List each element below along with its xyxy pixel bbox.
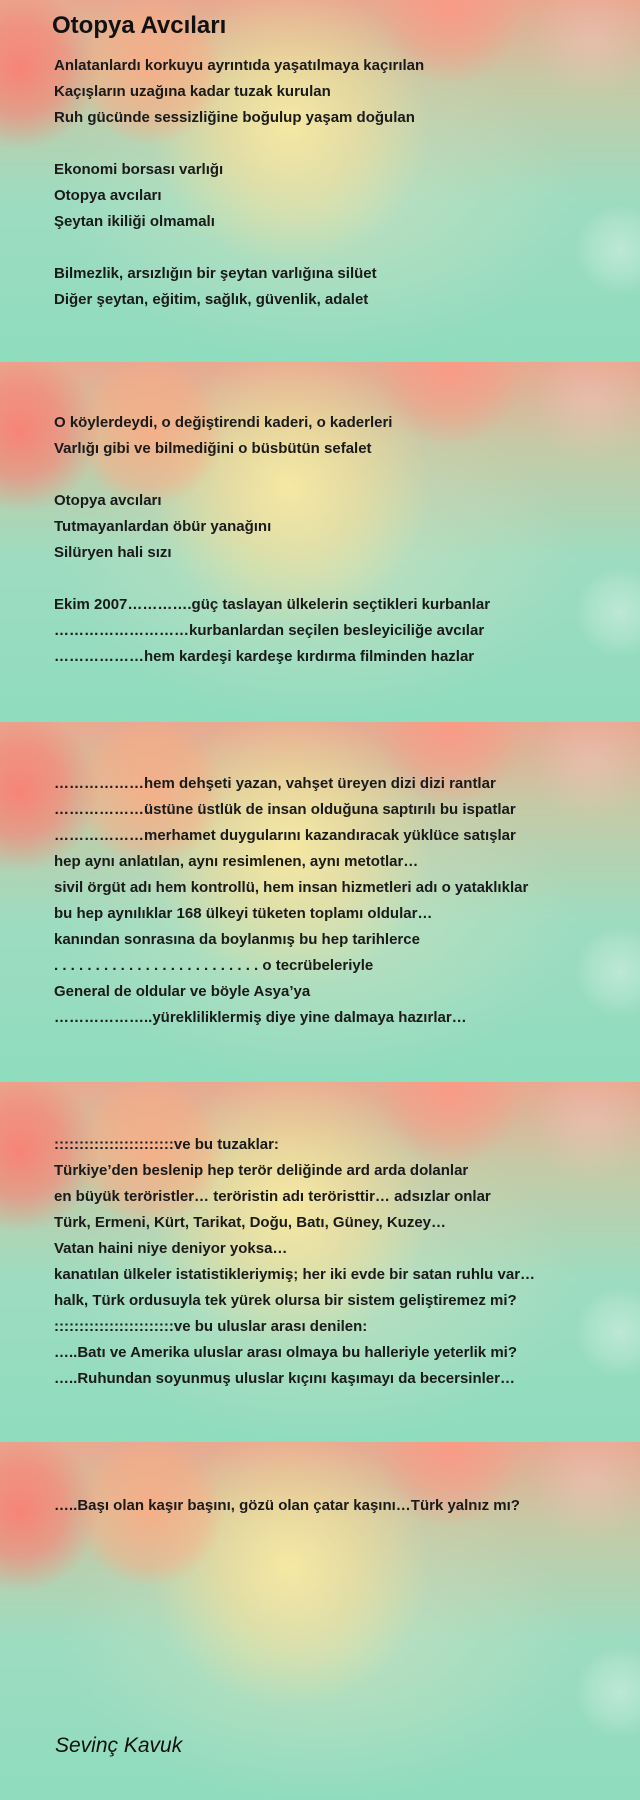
poem-line: ::::::::::::::::::::::::ve bu tuzaklar: bbox=[54, 1136, 279, 1153]
stanza-block-1 bbox=[54, 53, 424, 313]
poem-line-blank bbox=[54, 462, 490, 488]
poem-line: Ruh gücünde sessizliğine boğulup yaşam doğulan bbox=[54, 109, 415, 126]
poem-line: Türkiye’den beslenip hep terör deliğinde ard arda dolanlar bbox=[54, 1162, 469, 1179]
stanza-block-3 bbox=[54, 771, 528, 1031]
poem-line: ………………hem kardeşi kardeşe kırdırma filminden hazlar bbox=[54, 648, 475, 665]
poem-line: ………………merhamet duygularını kazandıracak yüklüce satışlar bbox=[54, 827, 516, 844]
poem-line: halk, Türk ordusuyla tek yürek olursa bir sistem geliştiremez mi? bbox=[54, 1292, 517, 1309]
stanza-block-2 bbox=[54, 410, 490, 670]
poem-line: Anlatanlardı korkuyu ayrıntıda yaşatılmaya kaçırılan bbox=[54, 57, 425, 74]
poem-line: Varlığı gibi ve bilmediğini o büsbütün sefalet bbox=[54, 440, 372, 457]
poem-line: …..Başı olan kaşır başını, gözü olan çatar kaşını…Türk yalnız mı? bbox=[54, 1497, 520, 1514]
poem-line: kanından sonrasına da boylanmış bu hep tarihlerce bbox=[54, 931, 420, 948]
poem-title: Otopya Avcıları bbox=[52, 12, 227, 39]
stanza-block-4 bbox=[54, 1132, 535, 1392]
poem-panel-1 bbox=[0, 0, 640, 362]
poem-panel-4 bbox=[0, 1082, 640, 1442]
poem-line: …..Ruhundan soyunmuş uluslar kıçını kaşımayı da becersinler… bbox=[54, 1370, 515, 1387]
poem-line: en büyük teröristler… teröristin adı teröristtir… adsızlar onlar bbox=[54, 1188, 491, 1205]
poem-line-blank bbox=[54, 131, 424, 157]
poem-line: Bilmezlik, arsızlığın bir şeytan varlığına silüet bbox=[54, 265, 377, 282]
poem-line: Türk, Ermeni, Kürt, Tarikat, Doğu, Batı, Güney, Kuzey… bbox=[54, 1214, 447, 1231]
poem-line: General de oldular ve böyle Asya’ya bbox=[54, 983, 311, 1000]
poem-line: ::::::::::::::::::::::::ve bu uluslar arası denilen: bbox=[54, 1318, 368, 1335]
poem-line: Diğer şeytan, eğitim, sağlık, güvenlik, adalet bbox=[54, 291, 369, 308]
poem-line: ………………hem dehşeti yazan, vahşet üreyen dizi dizi rantlar bbox=[54, 775, 496, 792]
poem-line: sivil örgüt adı hem kontrollü, hem insan hizmetleri adı o yataklıklar bbox=[54, 879, 529, 896]
poem-line: kanatılan ülkeler istatistikleriymiş; her iki evde bir satan ruhlu var… bbox=[54, 1266, 536, 1283]
poem-line: ………………üstüne üstlük de insan olduğuna saptırılı bu ispatlar bbox=[54, 801, 516, 818]
poem-panel-2 bbox=[0, 362, 640, 722]
poem-line-blank bbox=[54, 566, 490, 592]
poem-line: . . . . . . . . . . . . . . . . . . . . . . . . . o tecrübeleriyle bbox=[54, 957, 374, 974]
stanza-block-5 bbox=[54, 1493, 520, 1519]
poem-line: bu hep aynılıklar 168 ülkeyi tüketen toplamı oldular… bbox=[54, 905, 433, 922]
poem-line: Ekonomi borsası varlığı bbox=[54, 161, 224, 178]
poem-line: Kaçışların uzağına kadar tuzak kurulan bbox=[54, 83, 331, 100]
poem-line: Otopya avcıları bbox=[54, 492, 162, 509]
poem-line: ………………………kurbanlardan seçilen besleyiciliğe avcılar bbox=[54, 622, 485, 639]
poem-line: hep aynı anlatılan, aynı resimlenen, aynı metotlar… bbox=[54, 853, 419, 870]
poem-panel-3 bbox=[0, 722, 640, 1082]
poem-line: O köylerdeydi, o değiştirendi kaderi, o kaderleri bbox=[54, 414, 393, 431]
poem-line: Ekim 2007………….güç taslayan ülkelerin seçtikleri kurbanlar bbox=[54, 596, 491, 613]
poem-line: Otopya avcıları bbox=[54, 187, 162, 204]
poem-line: Silüryen hali sızı bbox=[54, 544, 172, 561]
author-name: Sevinç Kavuk bbox=[55, 1734, 183, 1757]
poem-line: …..Batı ve Amerika uluslar arası olmaya bu halleriyle yeterlik mi? bbox=[54, 1344, 517, 1361]
poem-line: Vatan haini niye deniyor yoksa… bbox=[54, 1240, 288, 1257]
poem-line: Şeytan ikiliği olmamalı bbox=[54, 213, 215, 230]
poem-line-blank bbox=[54, 235, 424, 261]
poem-panel-5 bbox=[0, 1442, 640, 1800]
poem-line: Tutmayanlardan öbür yanağını bbox=[54, 518, 272, 535]
poem-line: ………………..yürekliliklermiş diye yine dalmaya hazırlar… bbox=[54, 1009, 467, 1026]
